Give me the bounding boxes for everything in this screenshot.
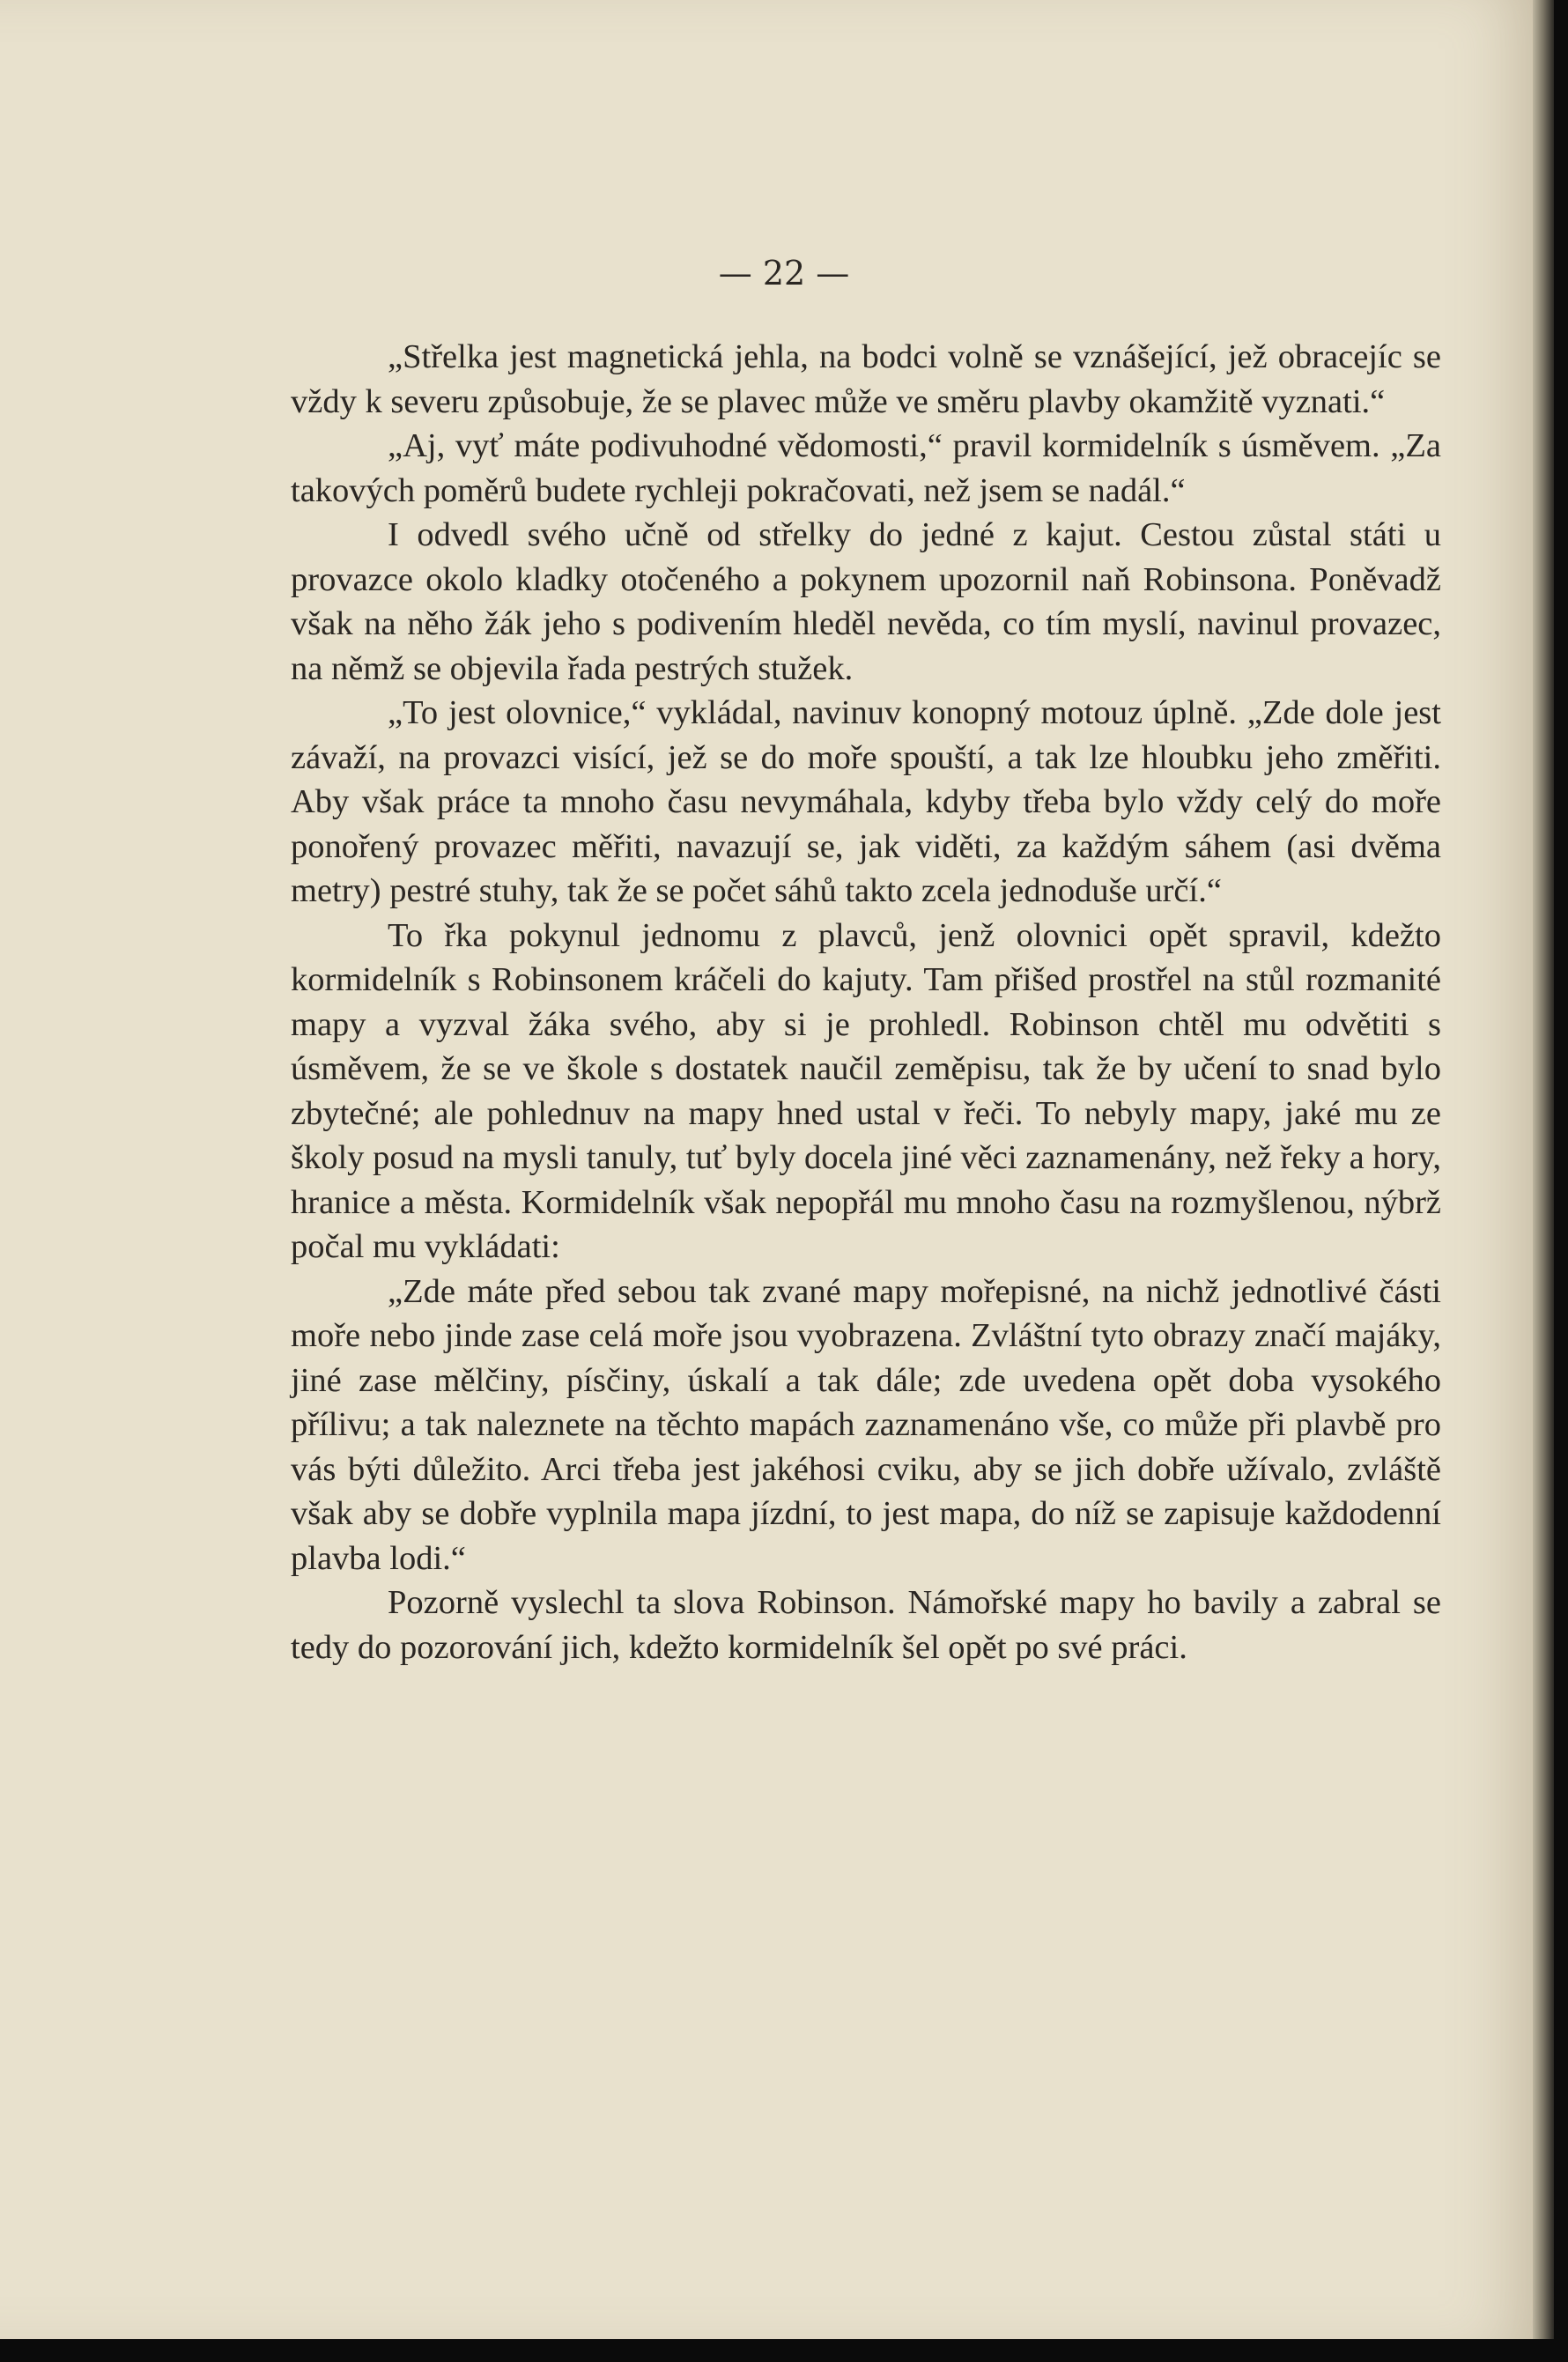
paragraph: To řka pokynul jednomu z plavců, jenž olovnici opět spravil, kdežto kormidelník s Robinsonem kráčeli do kajuty. Tam přišed prostřel na stůl rozmanité mapy a vyzval žáka svého, aby si je prohledl. Robinson chtěl mu odvětiti s úsměvem, že se ve škole s dostatek naučil zeměpisu, tak že by učení to snad bylo zbytečné; ale pohlednuv na mapy hned ustal v řeči. To nebyly mapy, jaké mu ze školy posud na mysli tanuly, tuť byly docela jiné věci zaznamenány, než řeky a hory, hranice a města. Kormidelník však nepopřál mu mnoho času na rozmyšlenou, nýbrž počal mu vykládati: (291, 916, 1441, 1265)
page-edge-shadow (1533, 0, 1554, 2362)
scan-background (0, 2339, 1568, 2362)
paragraph: I odvedl svého učně od střelky do jedné z kajut. Cestou zůstal státi u provazce okolo kladky otočeného a pokynem upozornil naň Robinsona. Poněvadž však na něho žák jeho s podivením hleděl nevěda, co tím myslí, navinul provazec, na němž se objevila řada pestrých stužek. (291, 516, 1441, 687)
paragraph: „To jest olovnice,“ vykládal, navinuv konopný motouz úplně. „Zde dole jest závaží, na provazci visící, jež se do moře spouští, a tak lze hloubku jeho změřiti. Aby však práce ta mnoho času nevymáhala, kdyby třeba bylo vždy celý do moře ponořený provazec měřiti, navazují se, jak viděti, za každým sáhem (asi dvěma metry) pestré stuhy, tak že se počet sáhů takto zcela jednoduše určí.“ (291, 694, 1441, 909)
paragraph: Pozorně vyslechl ta slova Robinson. Námořské mapy ho bavily a zabral se tedy do pozorování jich, kdežto kormidelník šel opět po své práci. (291, 1584, 1441, 1666)
paragraph: „Střelka jest magnetická jehla, na bodci volně se vznášející, jež obracejíc se vždy k severu způsobuje, že se plavec může ve směru plavby okamžitě vyznati.“ (291, 338, 1441, 420)
page-number: — 22 — (718, 254, 850, 292)
body-text (291, 335, 1441, 1670)
paragraph: „Zde máte před sebou tak zvané mapy mořepisné, na nichž jednotlivé části moře nebo jinde zase celá moře jsou vyobrazena. Zvláštní tyto obrazy značí majáky, jiné zase mělčiny, písčiny, úskalí a tak dále; zde uvedena opět doba vysokého přílivu; a tak naleznete na těchto mapách zaznamenáno vše, co může při plavbě pro vás býti důležito. Arci třeba jest jakéhosi cviku, aby se jich dobře užívalo, zvláště však aby se dobře vyplnila mapa jízdní, to jest mapa, do níž se zapisuje každodenní plavba lodi.“ (291, 1272, 1441, 1577)
paragraph: „Aj, vyť máte podivuhodné vědomosti,“ pravil kormidelník s úsměvem. „Za takových poměrů budete rychleji pokračovati, než jsem se nadál.“ (291, 427, 1441, 509)
